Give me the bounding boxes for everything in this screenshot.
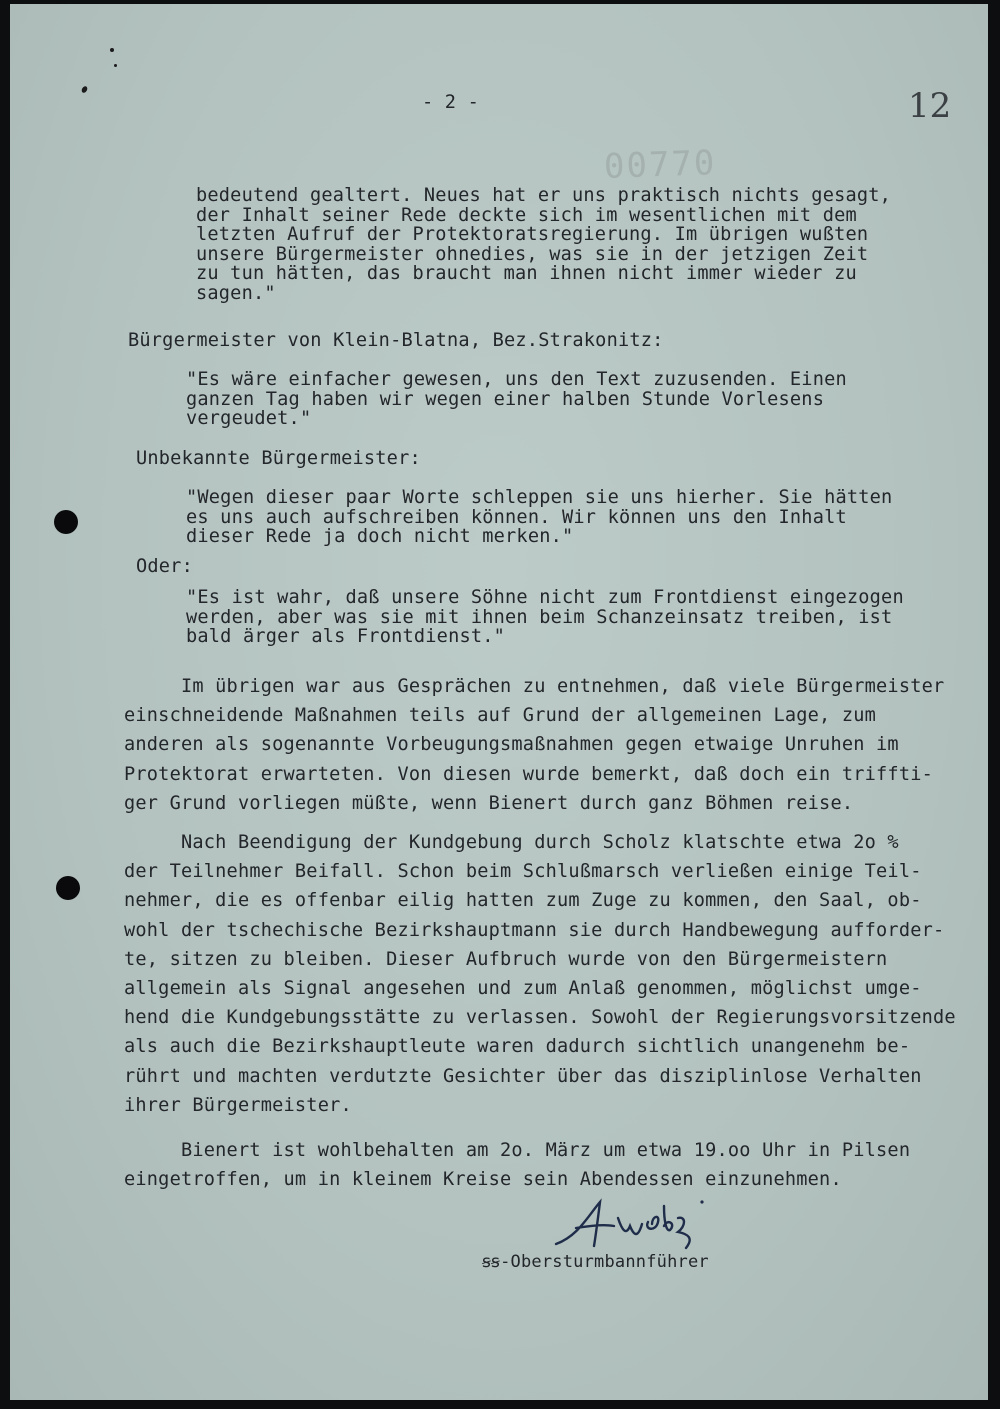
folio-number: 12 bbox=[908, 86, 952, 126]
ink-speck bbox=[114, 64, 117, 67]
body-paragraph-3: Bienert ist wohlbehalten am 2o. März um etwa 19.oo Uhr in Pilsen eingetroffen, um in kleinem Kreise sein Abendessen einzunehmen. bbox=[124, 1140, 911, 1191]
page-number: - 2 - bbox=[422, 92, 479, 113]
intro-paragraph: bedeutend gealtert. Neues hat er uns praktisch nichts gesagt, der Inhalt seiner Rede deckte sich im wesentlichen mit dem letzten Aufruf der Protektoratsregierung. Im übrigen wußten unsere Bürgermeister ohnedies, was sie in der jetzigen Zeit zu tun hätten, das braucht man ihnen nicht immer wieder zu sagen." bbox=[196, 185, 892, 304]
speaker-unknown: Unbekannte Bürgermeister: bbox=[136, 448, 421, 469]
body-paragraph-1: Im übrigen war aus Gesprächen zu entnehmen, daß viele Bürgermeister einschneidende Maßnahmen teils auf Grund der allgemeinen Lage, zum anderen als sogenannte Vorbeugungsmaßnahmen gegen etwaige Unruhen im Protektorat erwarteten. Von diesen wurde bemerkt, daß doch ein triffti- ger Grund vorliegen müßte, wenn Bienert durch ganz Böhmen reise. bbox=[124, 676, 945, 814]
ink-speck bbox=[81, 85, 89, 94]
body-paragraph-2: Nach Beendigung der Kundgebung durch Scholz klatschte etwa 2o % der Teilnehmer Beifall. Schon beim Schlußmarsch verließen einige Teil- nehmer, die es offenbar eilig hatten zum Zuge zu kommen, den Saal, ob- wohl der tschechische Bezirkshauptmann sie durch Handbewegung aufforder- te, sitzen zu bleiben. Dieser Aufbruch wurde von den Bürgermeistern allgemein als Signal angesehen und zum Anlaß genommen, möglichst umge- hend die Kundgebungsstätte zu verlassen. Sowohl der Regierungsvorsitzende als auch die Bezirkshauptleute waren dadurch sichtlich unangenehm be- rührt und machten verdutzte Gesichter über das disziplinlose Verhalten ihrer Bürgermeister. bbox=[124, 832, 956, 1116]
speaker-oder: Oder: bbox=[136, 556, 193, 577]
quote-oder: "Es ist wahr, daß unsere Söhne nicht zum Frontdienst eingezogen werden, aber was sie mit ihnen beim Schanzeinsatz treiben, ist bald ärger als Frontdienst." bbox=[186, 587, 904, 647]
quote-unknown: "Wegen dieser paar Worte schleppen sie uns hierher. Sie hätten es uns auch aufschreiben können. Wir können uns den Inhalt dieser Rede ja doch nicht merken." bbox=[186, 487, 893, 547]
ink-speck bbox=[110, 48, 114, 52]
archive-stamp: 00770 bbox=[603, 143, 718, 187]
quote-klein-blatna: "Es wäre einfacher gewesen, uns den Text zuzusenden. Einen ganzen Tag haben wir wegen einer halben Stunde Vorlesens vergeudet." bbox=[186, 369, 847, 429]
punch-hole-top bbox=[54, 510, 78, 534]
punch-hole-bottom bbox=[56, 876, 80, 900]
document-page bbox=[10, 4, 988, 1400]
signature-title: ꞩꞩ-Obersturmbannführer bbox=[482, 1252, 709, 1272]
speaker-klein-blatna: Bürgermeister von Klein-Blatna, Bez.Strakonitz: bbox=[128, 330, 664, 351]
handwritten-signature bbox=[548, 1196, 768, 1256]
